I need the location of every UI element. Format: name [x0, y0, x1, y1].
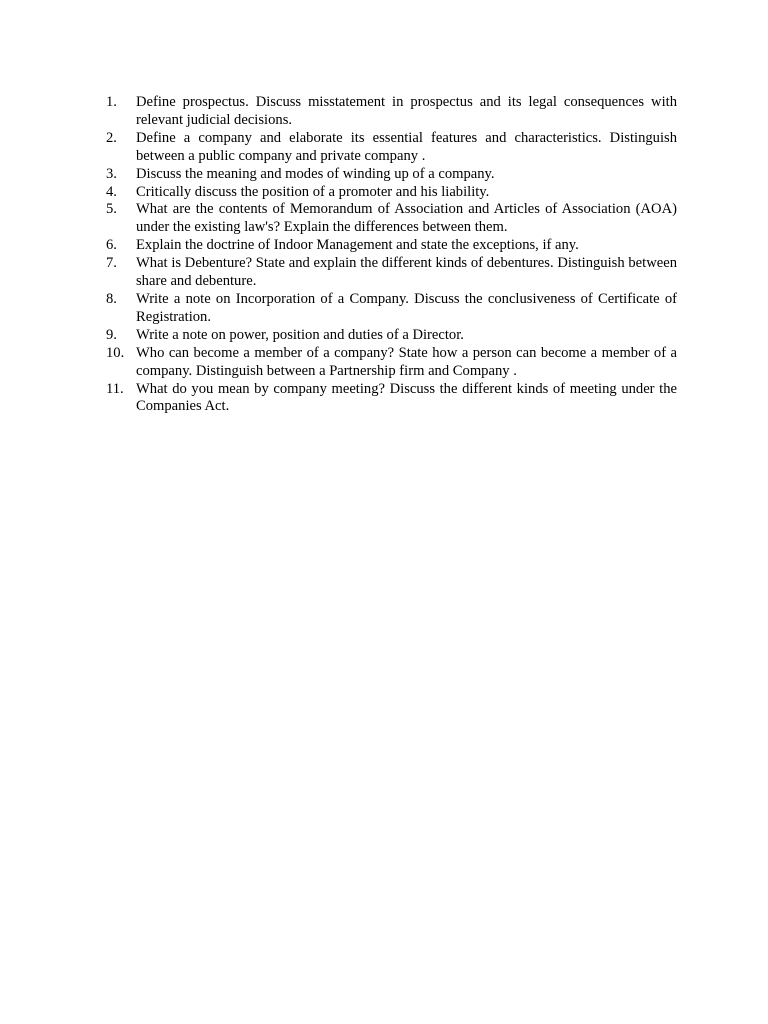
question-number: 5.: [106, 201, 117, 218]
question-item: [106, 381, 677, 417]
question-number: 2.: [106, 129, 117, 146]
question-item: [106, 184, 677, 202]
question-number: 9.: [106, 326, 117, 343]
question-number: 3.: [106, 165, 117, 182]
question-item: [106, 166, 677, 184]
question-number: 7.: [106, 255, 117, 272]
question-item: [106, 345, 677, 381]
question-text: What is Debenture? State and explain the different kinds of debentures. Distinguish between share and debenture.: [136, 255, 677, 290]
question-item: [106, 237, 677, 255]
question-text: Who can become a member of a company? State how a person can become a member of a company. Distinguish between a Partnership firm and Company .: [136, 344, 677, 379]
question-item: [106, 327, 677, 345]
question-text: What are the contents of Memorandum of Association and Articles of Association (AOA) under the existing law's? Explain the differences between them.: [136, 201, 677, 236]
question-text: Explain the doctrine of Indoor Management and state the exceptions, if any.: [136, 237, 579, 254]
question-item: [106, 94, 677, 130]
question-text: Write a note on Incorporation of a Company. Discuss the conclusiveness of Certificate of Registration.: [136, 290, 677, 325]
question-number: 11.: [106, 380, 124, 397]
question-item: [106, 201, 677, 237]
question-number: 8.: [106, 290, 117, 307]
question-text: Critically discuss the position of a promoter and his liability.: [136, 183, 490, 200]
question-item: [106, 291, 677, 327]
question-text: What do you mean by company meeting? Discuss the different kinds of meeting under the Companies Act.: [136, 380, 677, 415]
question-list: [106, 94, 677, 416]
question-text: Define a company and elaborate its essential features and characteristics. Distinguish between a public company and private company .: [136, 129, 677, 164]
question-number: 10.: [106, 344, 125, 361]
question-number: 1.: [106, 94, 117, 110]
question-item: [106, 130, 677, 166]
question-item: [106, 255, 677, 291]
question-text: Define prospectus. Discuss misstatement in prospectus and its legal consequences with relevant judicial decisions.: [136, 94, 677, 128]
question-number: 6.: [106, 237, 117, 254]
question-text: Write a note on power, position and duties of a Director.: [136, 326, 464, 343]
question-number: 4.: [106, 183, 117, 200]
question-text: Discuss the meaning and modes of winding up of a company.: [136, 165, 495, 182]
